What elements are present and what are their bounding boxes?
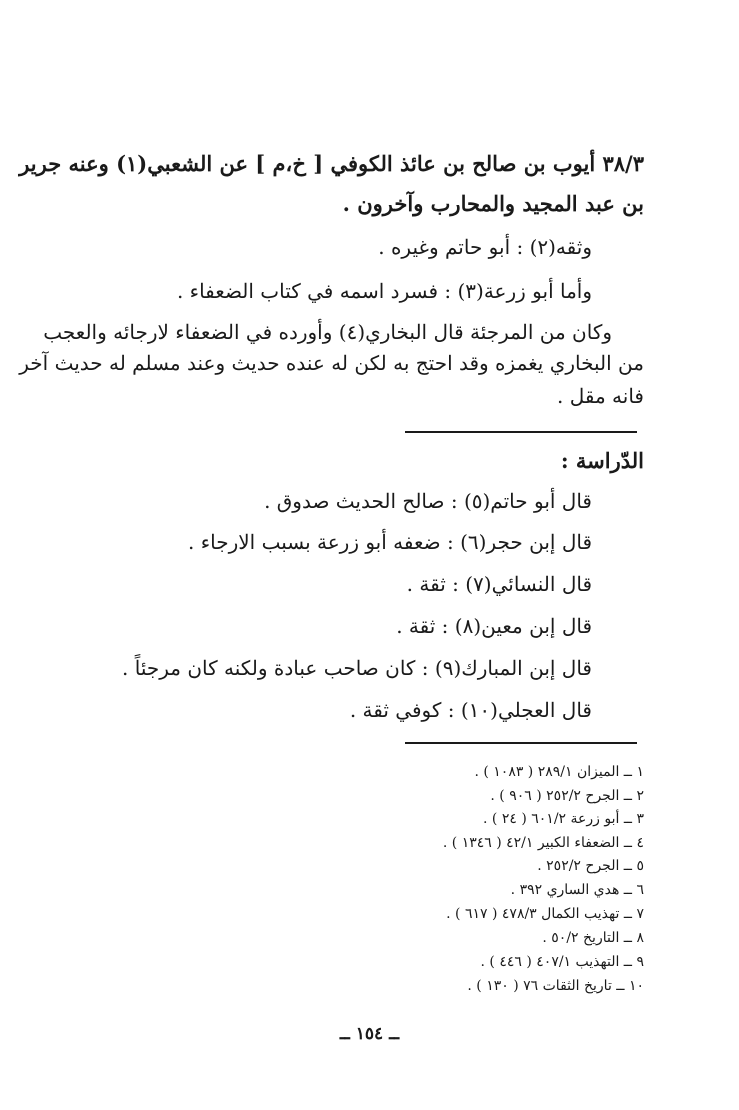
footnote-5: ٥ ــ الجرح ٢٥٢/٢ .: [537, 858, 644, 874]
body-paragraph-2: وأما أبو زرعة(٣) : فسرد اسمه في كتاب الضعفاء .: [176, 279, 592, 303]
study-item-1: قال أبو حاتم(٥) : صالح الحديث صدوق .: [264, 489, 592, 513]
section-divider: [405, 431, 637, 433]
entry-heading-line-2: بن عبد المجيد والمحارب وآخرون .: [342, 191, 644, 216]
footnote-4: ٤ ــ الضعفاء الكبير ٤٢/١ ( ١٣٤٦ ) .: [442, 835, 644, 851]
entry-heading-line-1: ٣٨/٣ أيوب بن صالح بن عائذ الكوفي [ خ،م ] عن الشعبي(١) وعنه جرير: [19, 151, 644, 176]
study-item-5: قال إبن المبارك(٩) : كان صاحب عبادة ولكنه كان مرجئاً .: [122, 656, 592, 680]
study-item-2: قال إبن حجر(٦) : ضعفه أبو زرعة بسبب الارجاء .: [188, 530, 592, 554]
body-paragraph-1: وثقه(٢) : أبو حاتم وغيره .: [378, 235, 592, 259]
footnote-2: ٢ ــ الجرح ٢٥٢/٢ ( ٩٠٦ ) .: [490, 788, 644, 804]
footnote-3: ٣ ــ أبو زرعة ٦٠١/٢ ( ٢٤ ) .: [483, 811, 644, 827]
study-item-3: قال النسائي(٧) : ثقة .: [406, 572, 592, 596]
footnote-9: ٩ ــ التهذيب ٤٠٧/١ ( ٤٤٦ ) .: [480, 954, 644, 970]
footnote-6: ٦ ــ هدي الساري ٣٩٢ .: [510, 882, 644, 898]
page-number: ــ ١٥٤ ــ: [339, 1024, 400, 1044]
study-item-4: قال إبن معين(٨) : ثقة .: [396, 614, 592, 638]
footnote-7: ٧ ــ تهذيب الكمال ٤٧٨/٣ ( ٦١٧ ) .: [446, 906, 644, 922]
study-item-6: قال العجلي(١٠) : كوفي ثقة .: [349, 698, 592, 722]
footnote-1: ١ ــ الميزان ٢٨٩/١ ( ١٠٨٣ ) .: [474, 764, 644, 780]
study-heading: الدّراسة :: [560, 448, 644, 473]
body-paragraph-3-line-3: فانه مقل .: [557, 384, 644, 408]
footnote-8: ٨ ــ التاريخ ٥٠/٢ .: [542, 930, 644, 946]
footnote-10: ١٠ ــ تاريخ الثقات ٧٦ ( ١٣٠ ) .: [467, 978, 644, 994]
body-paragraph-3-line-2: من البخاري يغمزه وقد احتج به لكن له عنده حديث وعند مسلم له حديث آخر: [19, 351, 644, 375]
footnote-divider: [405, 742, 637, 744]
body-paragraph-3-line-1: وكان من المرجئة قال البخاري(٤) وأورده في الضعفاء لارجائه والعجب: [43, 320, 612, 344]
